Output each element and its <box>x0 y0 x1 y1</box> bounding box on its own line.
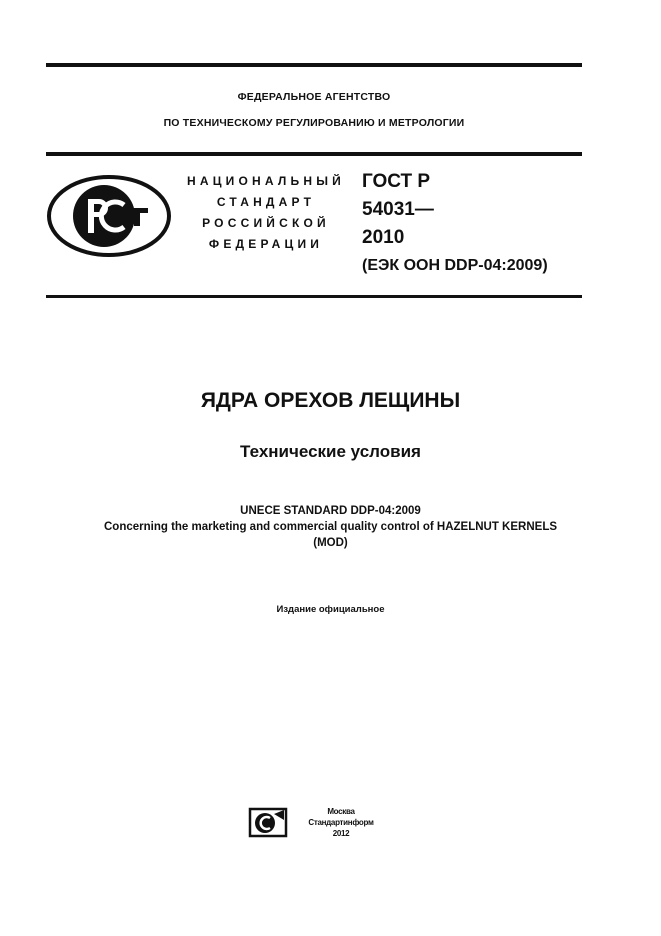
standard-designation <box>362 168 548 280</box>
edition-label: Издание официальное <box>276 604 385 615</box>
agency-line-1: ФЕДЕРАЛЬНОЕ АГЕНТСТВО <box>237 91 391 103</box>
standard-code-line-1: ГОСТ Р <box>362 171 431 192</box>
publisher-year: 2012 <box>332 829 350 838</box>
top-rule <box>46 63 582 67</box>
national-line-2: СТАНДАРТ <box>216 195 316 209</box>
header-rule <box>46 152 582 156</box>
national-line-1: НАЦИОНАЛЬНЫЙ <box>186 174 346 188</box>
rst-logo-icon <box>46 175 172 257</box>
unece-line-2: Concerning the marketing and commercial quality control of HAZELNUT KERNELS <box>103 521 558 533</box>
national-line-4: ФЕДЕРАЦИИ <box>208 237 324 251</box>
publisher-block <box>296 806 386 839</box>
document-title: ЯДРА ОРЕХОВ ЛЕЩИНЫ <box>200 389 461 412</box>
unece-line-1: UNECE STANDARD DDP-04:2009 <box>240 505 421 517</box>
unece-line-3: (MOD) <box>313 537 348 549</box>
standard-equivalent: (ЕЭК ООН DDP-04:2009) <box>362 257 548 274</box>
publisher-name: Стандартинформ <box>308 818 374 827</box>
standard-code-line-2: 54031— <box>362 199 434 220</box>
document-subtitle: Технические условия <box>240 442 421 461</box>
national-line-3: РОССИЙСКОЙ <box>202 216 330 230</box>
publisher-city: Москва <box>327 807 355 816</box>
national-standard-block <box>178 171 354 255</box>
standard-code-line-3: 2010 <box>362 227 405 248</box>
publisher-logo-icon <box>248 806 288 838</box>
agency-line-2: ПО ТЕХНИЧЕСКОМУ РЕГУЛИРОВАНИЮ И МЕТРОЛОГИИ <box>163 117 465 129</box>
unece-reference <box>30 503 631 551</box>
header-bottom-rule <box>46 295 582 298</box>
